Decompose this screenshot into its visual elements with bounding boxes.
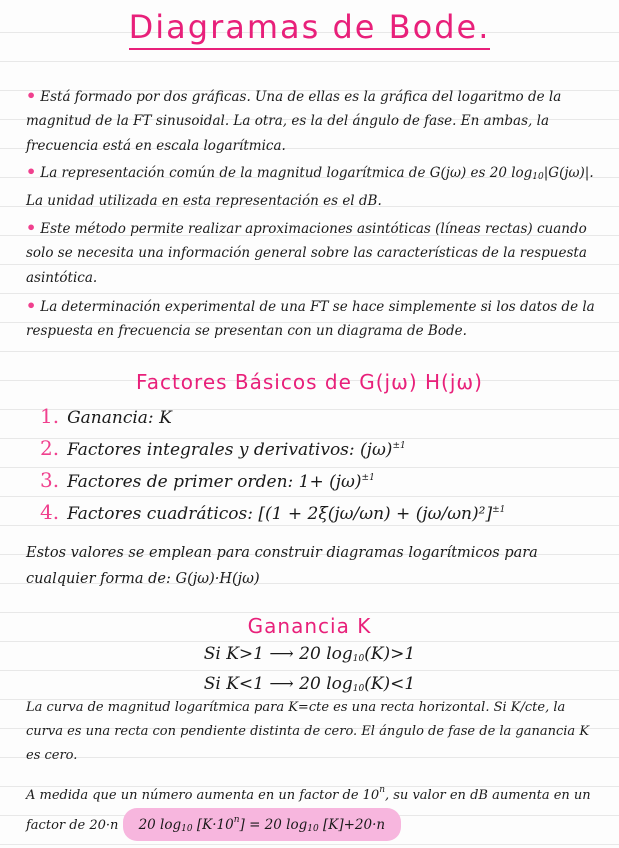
highlighted-formula: 20 $\log_{10} [K\cdot 10^n] = 20$ $\log_{10} [K]+20\cdot n$ bbox=[123, 808, 402, 841]
intro-paragraph-4: • La determinación experimental de una FT se hace simplemente si los datos de la respuesta en frecuencia se presentan con un diagrama de Bode. bbox=[26, 296, 595, 340]
factor-item: 1. Ganancia: K bbox=[40, 404, 172, 428]
factors-list bbox=[40, 400, 600, 528]
title-area bbox=[0, 8, 619, 50]
bullet-icon: • bbox=[26, 218, 37, 237]
intro-paragraph-3: • Este método permite realizar aproximaciones asintóticas (líneas rectas) cuando solo se necesita una información general sobre las características de la respuesta asintótica. bbox=[26, 218, 587, 286]
factor-item: 4. Factores cuadráticos: [$(1 + 2\xi(j\omega/\omega n) + (j\omega/\omega n)^2]^{\pm 1}$ bbox=[40, 500, 506, 524]
factor-item: 2. Factores integrales y derivativos: $(j\omega)^{\pm 1}$ bbox=[40, 436, 406, 460]
ganancia-paragraph-1: La curva de magnitud logarítmica para K=cte es una recta horizontal. Si K/cte, la curva es una recta con pendiente distinta de cero. El ángulo de fase de la ganancia K es cero. bbox=[26, 700, 590, 763]
bullet-icon: • bbox=[26, 296, 37, 315]
equation-k-greater: Si K>1 ⟶ 20 $\log_{10}(K)>1$ bbox=[203, 644, 416, 664]
page-title: Diagramas de Bode. bbox=[129, 8, 491, 50]
usage-paragraph: Estos valores se emplean para construir diagramas logarítmicos para cualquier forma de: G(jω)·H(jω) bbox=[26, 545, 538, 587]
ganancia-equations bbox=[0, 642, 619, 702]
ganancia-paragraph-2: A medida que un número aumenta en un factor de 10$^n$, su valor en dB aumenta en un factor de 20·n 20 $\log_{10} [K\cdot 10^n] = 20$ $\log_{10} [K]+20\cdot n$ bbox=[26, 778, 598, 841]
equation-k-less: Si K<1 ⟶ 20 $\log_{10}(K)<1$ bbox=[203, 674, 416, 694]
factor-item: 3. Factores de primer orden: $1+ (j\omega)^{\pm 1}$ bbox=[40, 468, 375, 492]
bullet-icon: • bbox=[26, 162, 37, 181]
bullet-icon: • bbox=[26, 86, 37, 105]
intro-paragraph-2: • La representación común de la magnitud logarítmica de G(jω) es 20 $\log_{10}|G(j\omega)|$. La unidad utilizada en esta representación es el dB. bbox=[26, 162, 594, 210]
intro-paragraph-1: • Está formado por dos gráficas. Una de ellas es la gráfica del logaritmo de la magnitud de la FT sinusoidal. La otra, es la del ángulo de fase. En ambas, la frecuencia está en escala logarítmica. bbox=[26, 86, 562, 154]
ganancia-heading: Ganancia K bbox=[247, 614, 372, 638]
factors-heading: Factores Básicos de G(jω) H(jω) bbox=[136, 370, 483, 394]
